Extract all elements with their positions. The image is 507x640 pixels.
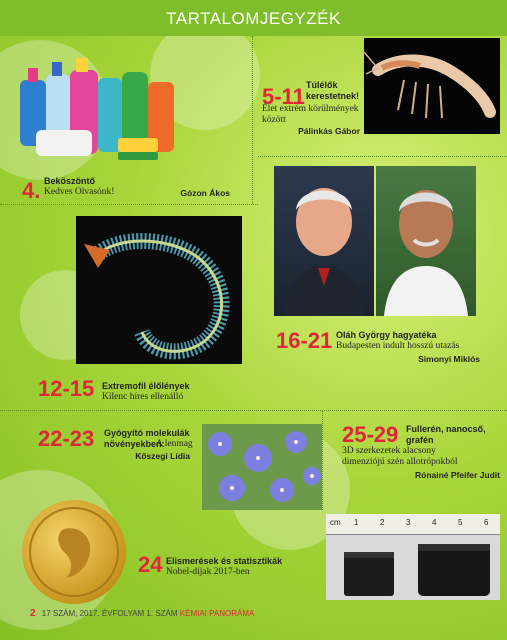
carbon-blocks-image <box>326 514 500 600</box>
ruler-tick: 1 <box>354 518 359 527</box>
article-title: Túlélők kerestetnek! <box>306 80 360 101</box>
article-author: Pálinkás Gábor <box>298 126 360 136</box>
article-subtitle: Budapesten indult hosszú utazás <box>336 341 460 351</box>
article-title: Fullerén, nanocső, grafén <box>406 424 486 445</box>
footer <box>30 608 254 619</box>
article-author: Kőszegi Lídia <box>135 451 190 461</box>
ruler-tick: 4 <box>432 518 437 527</box>
ruler <box>326 514 500 535</box>
portrait-prakash-image <box>376 166 476 316</box>
page-number: 4. <box>22 178 41 203</box>
footer-magazine: KÉMIAI PANORÁMA <box>179 609 255 618</box>
shrimp-image <box>364 38 500 134</box>
article-author: Simonyi Miklós <box>418 354 480 364</box>
article-title: Elismerések és statisztikák <box>166 556 283 566</box>
ruler-tick: 5 <box>458 518 463 527</box>
page-title: TARTALOMJEGYZÉK <box>166 9 341 28</box>
divider <box>0 204 258 205</box>
ruler-tick: 2 <box>380 518 385 527</box>
article-subtitle: Kilenc híres ellenálló <box>102 392 184 402</box>
article-subtitle: Nobel-díjak 2017-ben <box>166 567 250 577</box>
page-number: 16-21 <box>276 328 333 353</box>
article-subtitle: Élet extrém körülmények között <box>262 104 359 125</box>
article-title: Gyógyító molekulák növényekben: <box>104 428 190 449</box>
footer-issue: 17 SZÁM, 2017. ÉVFOLYAM 1. SZÁM <box>41 609 178 618</box>
article-author: Gózon Ákos <box>180 188 230 198</box>
fireworm-image <box>76 216 242 364</box>
page-number: 12-15 <box>38 376 95 401</box>
divider <box>0 410 507 411</box>
divider <box>252 36 253 204</box>
article-subtitle: Kedves Olvasónk! <box>44 187 115 197</box>
ruler-tick: 3 <box>406 518 411 527</box>
header-bar <box>0 0 507 36</box>
article-subtitle: 3D szerkezetek alacsony dimenziójú szén allotrópokból <box>342 446 458 467</box>
article-title: Extremofil élőlények <box>102 381 190 391</box>
divider <box>258 156 507 157</box>
article-author: Rónainé Pfeifer Judit <box>414 470 500 480</box>
page-number: 25-29 <box>342 422 399 447</box>
footer-page-number: 2 <box>30 608 36 619</box>
article-subtitle: A lenmag <box>156 439 193 449</box>
ruler-tick: 6 <box>484 518 489 527</box>
divider <box>322 410 323 510</box>
flax-flowers-image <box>202 424 322 510</box>
article-title: Oláh György hagyatéka <box>336 330 437 340</box>
page-number: 5-11 <box>262 84 305 109</box>
page-number: 24 <box>138 552 163 577</box>
article-title: Beköszöntő <box>44 176 96 186</box>
nobel-medal-image <box>22 500 126 604</box>
ruler-unit: cm <box>330 518 341 527</box>
portrait-olah-image <box>274 166 374 316</box>
cleaning-bottles-image <box>14 52 182 168</box>
page-number: 22-23 <box>38 426 95 451</box>
